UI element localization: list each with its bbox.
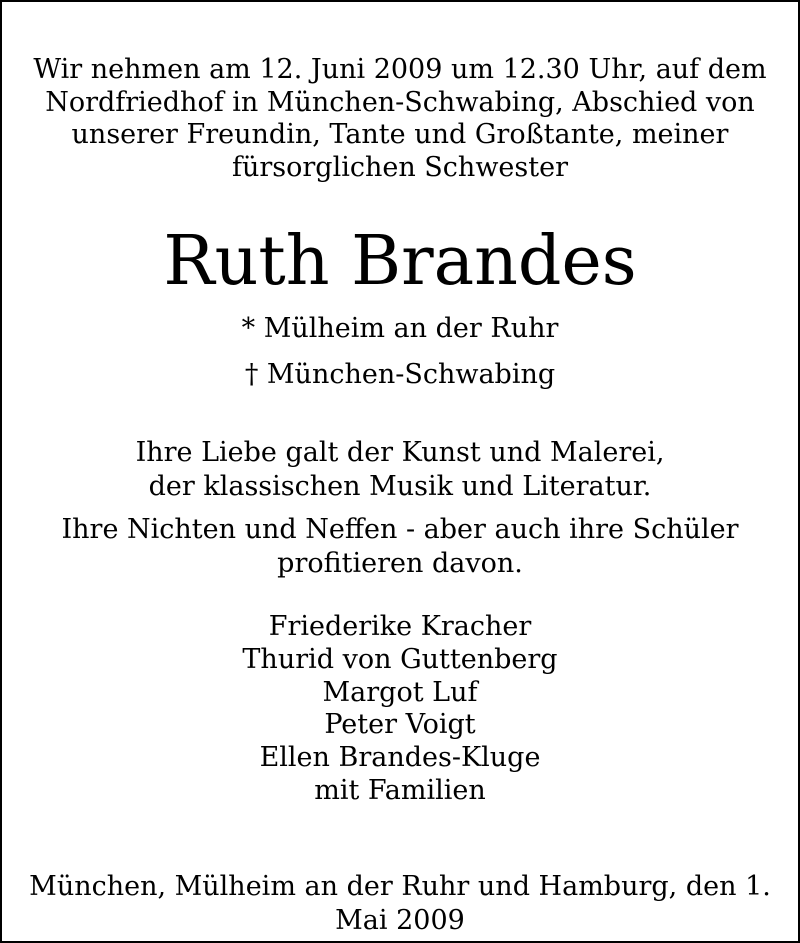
deceased-name: Ruth Brandes [163, 222, 637, 301]
tribute-line: Ihre Liebe galt der Kunst und Malerei, [135, 437, 665, 468]
announcement-line: Nordfriedhof in München-Schwabing, Abschied von [45, 86, 755, 118]
tribute-line: der klassischen Musik und Literatur. [148, 470, 652, 502]
family-line: profitieren davon. [277, 547, 523, 579]
family-line: Ihre Nichten und Neffen - aber auch ihre Schüler [61, 514, 739, 545]
signer-name: Peter Voigt [324, 709, 476, 741]
funeral-announcement [0, 54, 800, 185]
signer-name: Ellen Brandes-Kluge [259, 742, 541, 774]
signer-name: Friederike Kracher [268, 611, 532, 642]
family-text [0, 513, 800, 580]
signer-name: mit Familien [314, 774, 486, 806]
signer-name: Thurid von Guttenberg [242, 643, 558, 675]
announcement-line: fürsorglichen Schwester [231, 152, 568, 184]
signers-list [0, 611, 800, 808]
announcement-line: unserer Freundin, Tante und Großtante, meiner [71, 119, 729, 151]
signer-name: Margot Luf [322, 676, 478, 708]
place-and-date: München, Mülheim an der Ruhr und Hamburg, den 1. Mai 2009 [29, 871, 771, 936]
birth-place: * Mülheim an der Ruhr [241, 313, 559, 344]
death-place: † München-Schwabing [244, 359, 556, 390]
announcement-line: Wir nehmen am 12. Juni 2009 um 12.30 Uhr, auf dem [33, 54, 767, 85]
tribute-text [0, 436, 800, 503]
